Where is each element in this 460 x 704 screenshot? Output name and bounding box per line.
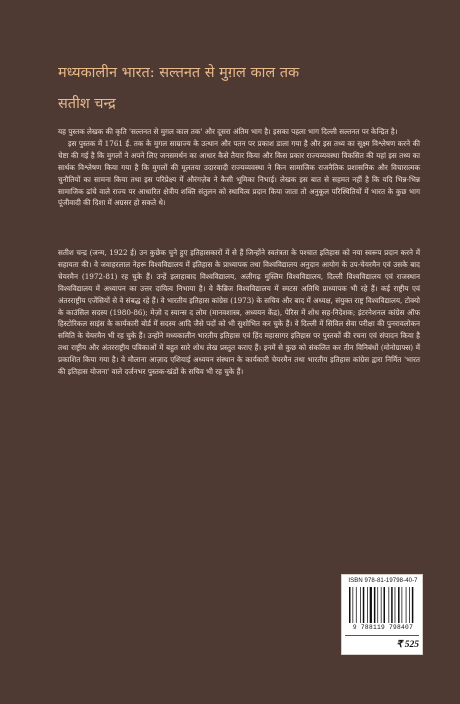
author-name: सतीश चन्द्र bbox=[58, 96, 116, 112]
price-divider bbox=[345, 635, 419, 636]
description-paragraph-1: यह पुस्तक लेखक की कृति 'सल्तनत से मुग़ल काल तक' और दूसरा अंतिम भाग है। इसका पहला भाग दिल्ली सल्तनत पर केन्द्रित है। bbox=[58, 127, 398, 136]
author-bio-paragraph: सतीश चन्द्र (जन्म, 1922 ई) उन कुछेक चुने हुए इतिहासकारों में से हैं जिन्होंने स्वतंत्रता के पश्चात इतिहास को नया स्वरूप प्रदान करने में सहायता की। वे जवाहरलाल नेहरू विश्वविद्यालय में इतिहास के प्राध्यापक तथा विश्वविद्यालय अनुदान आयोग के उप-चेयरमैन एवं उसके बाद चेयरमैन (1972-81) रह चुके हैं। उन्हें इलाहाबाद विश्वविद्यालय, अलीगढ़ मुस्लिम विश्वविद्यालय, दिल्ली विश्वविद्यालय एवं राजस्थान विश्वविद्यालय में अध्यापन का उत्तर दायित्व निभाया है। वे कैंब्रिज विश्वविद्यालय में स्मटस अतिथि प्राध्यापक भी रहे हैं। कई राष्ट्रीय एवं अंतरराष्ट्रीय एजेंसियों से वे संबद्ध रहे हैं। वे भारतीय इतिहास कांग्रेस (1973) के सचिव और बाद में अध्यक्ष, संयुक्त राष्ट्र विश्वविद्यालय, टोक्यो के काउंसिल सदस्य (1980-86); मेज़ो द स्यान्स द लोम (मानवशास्त्र, अध्ययन केंद्र), पेरिस में शोध सह-निदेशक; इंटरनेशनल कांग्रेस ऑफ हिस्टोरिकल साइंस के कार्यकारी बोर्ड में सदस्य आदि जैसे पदों को भी सुशोभित कर चुके हैं। वे दिल्ली में सिविल सेवा परीक्षा की पुनरावलोकन समिति के चेयरमैन भी रह चुके हैं। उन्होंने मध्यकालीन भारतीय इतिहास एवं हिंद महासागर इतिहास पर पुस्तकों की रचना एवं संपादन किया है तथा राष्ट्रीय और अंतरराष्ट्रीय पत्रिकाओं में बहुत सारे शोध लेख प्रस्तुत कराए हैं। इनमें से कुछ को संकलित कर तीन विनिबंधों (मोनोग्राफ्स) में प्रकाशित किया गया है। वे मौलाना आज़ाद एशियाई अध्ययन संस्थान के कार्यकारी चेयरमैन तथा भारतीय इतिहास कांग्रेस द्वारा निर्मित 'भारत की इतिहास योजना' वाले दर्जनभर पुस्तक-खंडों के सचिव भी रह चुके हैं। bbox=[58, 248, 420, 377]
book-title: मध्यकालीन भारत: सल्तनत से मुग़ल काल तक bbox=[58, 65, 300, 81]
price-tag: ₹ 525 bbox=[396, 640, 419, 650]
description-paragraph-2: इस पुस्तक में 1761 ई. तक के मुगल साम्राज्य के उत्थान और पतन पर प्रकाश डाला गया है और इस तथ्य का सूक्ष्म विश्लेषण करने की चेष्टा की गई है कि मुगलों ने अपने लिए जनसमर्थन का आधार कैसे तैयार किया और किस प्रकार राज्यव्यवस्था विकसित की यहां इस तथ्य का सार्थक विश्लेषण किया गया है कि मुगलों की मूलतया उदारवादी राज्यव्यवस्था ने किन सामाजिक राजनैतिक प्रशासनिक और विचारात्मक चुनौतियों का सामना किया तथा इस परिप्रेक्ष्य में औरंगज़ेब ने कैसी भूमिका निभाई। लेखक इस बात से सहमत नहीं है कि यदि भिन्न-भिन्न सामाजिक ढांचे वाले राज्य पर आधारित क्षेत्रीय शक्ति संतुलन को स्थायित्व प्रदान किया जाता तो अनुकूल परिस्थितियों में भारत के कुछ भाग पूंजीवादी की दिशा में अग्रसर हो सकते थे। bbox=[58, 138, 420, 208]
barcode-icon bbox=[348, 587, 416, 624]
isbn-number: ISBN 978-81-19798-40-7 bbox=[348, 578, 418, 584]
author-bio bbox=[58, 247, 420, 378]
book-description bbox=[58, 126, 420, 209]
barcode-label bbox=[341, 574, 423, 655]
barcode-digits: 9 788119 798407 bbox=[352, 624, 414, 631]
